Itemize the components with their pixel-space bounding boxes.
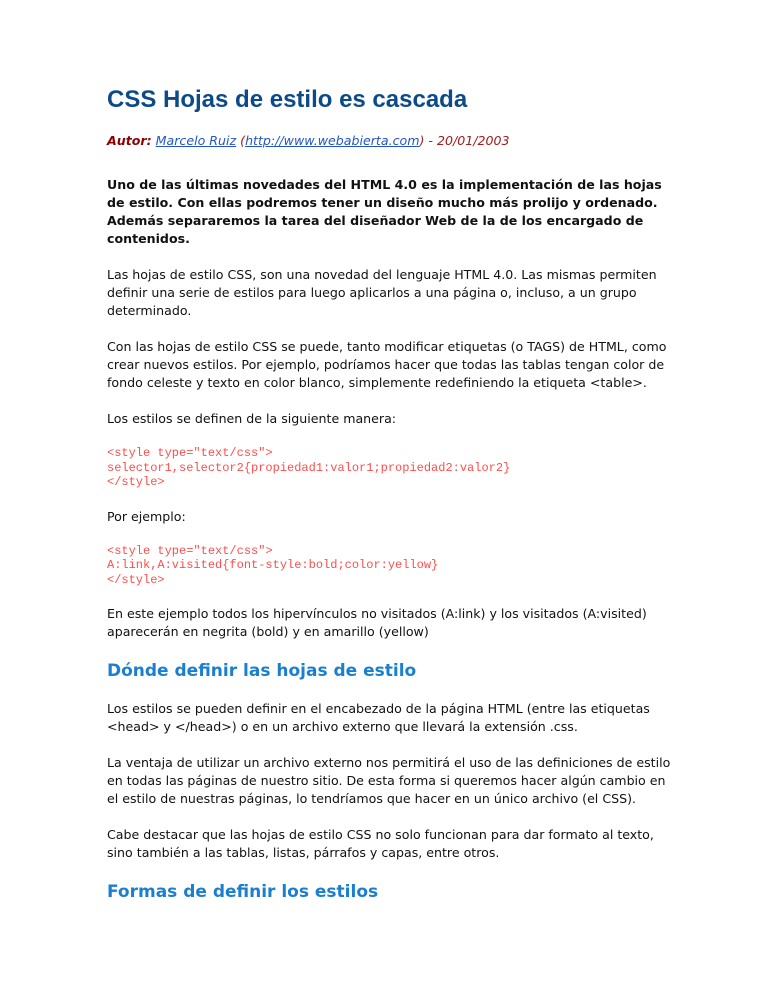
page-title: CSS Hojas de estilo es cascada [107,86,468,113]
paragraph: En este ejemplo todos los hipervínculos no visitados (A:link) y los visitados (A:visited) aparecerán en negrita (bold) y en amarillo (yellow) [107,606,647,639]
author-link[interactable]: Marcelo Ruiz [155,133,237,148]
paren-open: ( [236,133,246,148]
paragraph: Las hojas de estilo CSS, son una novedad del lenguaje HTML 4.0. Las mismas permiten definir una serie de estilos para luego aplicarlos a una página o, incluso, a un grupo determinado. [107,267,657,318]
website-link[interactable]: http://www.webabierta.com [245,133,420,148]
publish-date: ) - 20/01/2003 [419,133,510,148]
lead-paragraph: Uno de las últimas novedades del HTML 4.0 es la implementación de las hojas de estilo. Con ellas podremos tener un diseño mucho más prolijo y ordenado. Además separaremos la tarea del diseñador Web de la de los encargado de contenidos. [107,177,662,246]
paragraph: Por ejemplo: [107,508,186,524]
paragraph: Con las hojas de estilo CSS se puede, tanto modificar etiquetas (o TAGS) de HTML, como crear nuevos estilos. Por ejemplo, podríamos hacer que todas las tablas tengan color de fondo celeste y texto en color blanco, simplemente redefiniendo la etiqueta <table>. [107,339,667,390]
paragraph: Los estilos se pueden definir en el encabezado de la página HTML (entre las etiquetas <head> y </head>) o en un archivo externo que llevará la extensión .css. [107,701,650,734]
section-heading: Dónde definir las hojas de estilo [107,661,417,681]
code-block-example: <style type="text/css"> A:link,A:visited{font-style:bold;color:yellow} </style> [107,543,439,587]
article [107,84,677,921]
paragraph: La ventaja de utilizar un archivo externo nos permitirá el uso de las definiciones de estilo en todas las páginas de nuestro sitio. De esta forma si queremos hacer algún cambio en el estilo de nuestras páginas, lo tendríamos que hacer en un único archivo (el CSS). [107,755,671,806]
code-block-syntax: <style type="text/css"> selector1,selector2{propiedad1:valor1;propiedad2:valor2} </style> [107,446,511,489]
paragraph: Cabe destacar que las hojas de estilo CSS no solo funcionan para dar formato al texto, sino también a las tablas, listas, párrafos y capas, entre otros. [107,827,654,860]
author-label: Autor: [107,133,152,148]
section-heading: Formas de definir los estilos [107,882,379,902]
article-meta [107,132,677,150]
paragraph: Los estilos se definen de la siguiente manera: [107,411,397,426]
